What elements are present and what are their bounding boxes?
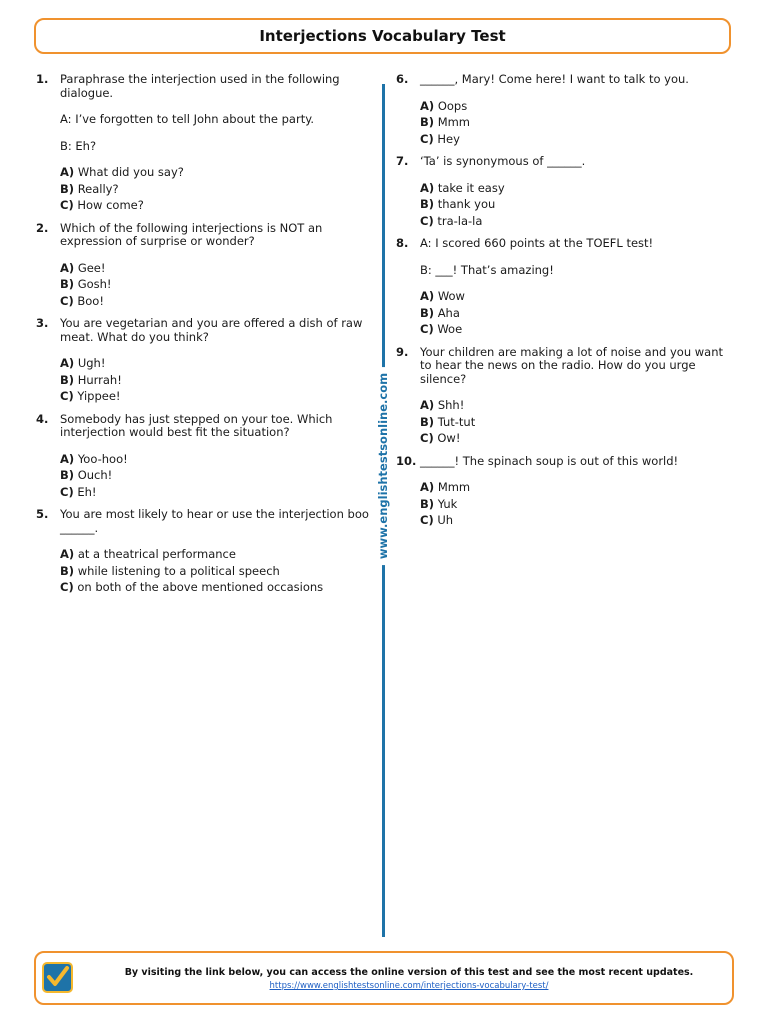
question-body (60, 508, 371, 598)
site-watermark: www.englishtestsonline.com (376, 367, 390, 565)
option-letter: C) (60, 484, 74, 499)
option-letter: A) (420, 398, 435, 412)
answer-option[interactable] (60, 374, 371, 388)
page-title: Interjections Vocabulary Test (259, 27, 506, 45)
answer-option[interactable] (420, 100, 736, 114)
question-body (420, 155, 736, 231)
question (396, 455, 736, 531)
option-letter: C) (420, 513, 434, 527)
question-dialogue-line: B: Eh? (60, 138, 97, 153)
question-stem: ______, Mary! Come here! I want to talk to you. (420, 72, 689, 86)
footer-text: By visiting the link below, you can access the online version of this test and see the most recent updates. (124, 967, 694, 978)
question-number: 7. (396, 154, 409, 168)
question-number: 10. (396, 453, 417, 468)
question-number: 9. (396, 344, 409, 359)
question-dialogue-line: A: I’ve forgotten to tell John about the party. (60, 112, 315, 126)
option-text: thank you (437, 197, 496, 211)
questions-column-right (396, 73, 736, 537)
question-number: 8. (396, 236, 409, 250)
question-dialogue-line: B: ___! That’s amazing! (420, 262, 554, 277)
questions-column-left (36, 73, 371, 604)
question-number: 5. (36, 507, 49, 521)
answer-option[interactable] (60, 548, 371, 562)
question-stem: Which of the following interjections is NOT an expression of surprise or wonder? (60, 220, 323, 248)
option-letter: C) (60, 198, 74, 212)
answer-option[interactable] (60, 166, 371, 180)
option-text: Shh! (437, 398, 465, 412)
answer-option[interactable] (60, 183, 371, 197)
option-text: What did you say? (77, 165, 184, 179)
answer-option[interactable] (60, 581, 371, 595)
option-letter: B) (60, 181, 75, 196)
answer-option[interactable] (420, 432, 736, 446)
question (36, 508, 371, 598)
answer-option[interactable] (60, 357, 371, 371)
answer-option[interactable] (420, 514, 736, 528)
option-letter: A) (420, 180, 435, 195)
option-text: Boo! (77, 293, 104, 308)
option-letter: A) (60, 165, 75, 179)
answer-option[interactable] (420, 215, 736, 229)
question-body (420, 73, 736, 149)
option-letter: B) (420, 305, 435, 320)
question (396, 73, 736, 149)
option-letter: C) (60, 389, 74, 403)
option-text: Gosh! (77, 277, 112, 291)
question (36, 222, 371, 312)
option-text: Eh! (77, 484, 97, 499)
option-text: Gee! (77, 260, 106, 275)
option-letter: B) (420, 414, 435, 429)
option-letter: B) (420, 115, 435, 129)
question-stem: Your children are making a lot of noise and you want to hear the news on the radio. How do you urge silence? (420, 344, 724, 386)
question (396, 155, 736, 231)
answer-option[interactable] (60, 199, 371, 213)
question-body (60, 222, 371, 312)
option-text: Hey (437, 131, 460, 146)
option-text: Uh (437, 513, 454, 527)
option-letter: B) (60, 277, 75, 291)
answer-option[interactable] (420, 307, 736, 321)
answer-option[interactable] (420, 116, 736, 130)
option-letter: C) (420, 322, 434, 336)
option-letter: C) (420, 131, 434, 146)
answer-option[interactable] (420, 481, 736, 495)
option-text: Ouch! (77, 468, 113, 482)
option-letter: C) (60, 580, 74, 594)
option-letter: B) (60, 563, 75, 578)
option-letter: A) (60, 451, 75, 466)
title-box (34, 18, 731, 54)
option-text: Really? (77, 181, 119, 196)
option-letter: A) (60, 547, 75, 561)
question-stem: Somebody has just stepped on your toe. Which interjection would best fit the situation? (60, 411, 333, 439)
option-text: Yuk (437, 496, 458, 511)
option-text: Hurrah! (77, 372, 122, 387)
option-letter: A) (60, 356, 75, 370)
answer-option[interactable] (60, 469, 371, 483)
option-letter: B) (420, 197, 435, 211)
option-letter: C) (60, 293, 74, 308)
question-number: 1. (36, 72, 49, 86)
option-text: Aha (437, 305, 460, 320)
answer-option[interactable] (420, 290, 736, 304)
option-letter: B) (60, 468, 75, 482)
answer-option[interactable] (60, 390, 371, 404)
answer-option[interactable] (60, 565, 371, 579)
question-stem: You are vegetarian and you are offered a dish of raw meat. What do you think? (60, 316, 363, 344)
answer-option[interactable] (60, 486, 371, 500)
option-letter: A) (420, 480, 435, 494)
option-letter: B) (60, 372, 75, 387)
question-body (60, 73, 371, 216)
answer-option[interactable] (420, 498, 736, 512)
footer-link[interactable]: https://www.englishtestsonline.com/interjections-vocabulary-test/ (269, 981, 549, 991)
answer-option[interactable] (60, 278, 371, 292)
answer-option[interactable] (420, 182, 736, 196)
option-text: Mmm (437, 480, 471, 494)
option-letter: B) (420, 496, 435, 511)
question-body (420, 455, 736, 531)
question-body (60, 413, 371, 503)
question-body (420, 346, 736, 449)
question (36, 317, 371, 407)
option-text: Yippee! (77, 389, 121, 403)
question-stem: ______! The spinach soup is out of this world! (420, 453, 679, 468)
footer-box (34, 951, 734, 1005)
question (396, 346, 736, 449)
question (396, 237, 736, 340)
answer-option[interactable] (420, 399, 736, 413)
option-letter: A) (420, 289, 435, 303)
question-stem: Paraphrase the interjection used in the following dialogue. (60, 72, 340, 100)
option-letter: C) (420, 213, 434, 228)
option-text: take it easy (437, 180, 505, 195)
checkbox-icon (42, 962, 73, 993)
question-number: 2. (36, 220, 49, 235)
question-body (420, 237, 736, 340)
answer-option[interactable] (420, 416, 736, 430)
option-letter: A) (420, 98, 435, 113)
answer-option[interactable] (60, 295, 371, 309)
answer-option[interactable] (420, 323, 736, 337)
option-letter: A) (60, 260, 75, 275)
question-number: 3. (36, 316, 49, 330)
question-stem: ‘Ta’ is synonymous of ______. (420, 154, 586, 168)
question (36, 413, 371, 503)
option-text: Wow (437, 289, 465, 303)
option-text: Yoo-hoo! (77, 451, 128, 466)
option-letter: C) (420, 431, 434, 445)
option-text: Ugh! (77, 356, 106, 370)
option-text: Ow! (437, 431, 461, 445)
option-text: How come? (77, 198, 144, 212)
answer-option[interactable] (60, 262, 371, 276)
answer-option[interactable] (420, 133, 736, 147)
option-text: Mmm (437, 115, 471, 129)
option-text: Tut-tut (437, 414, 476, 429)
answer-option[interactable] (420, 198, 736, 212)
answer-option[interactable] (60, 453, 371, 467)
option-text: while listening to a political speech (77, 563, 280, 578)
question-body (60, 317, 371, 407)
option-text: Oops (437, 98, 468, 113)
question-stem: You are most likely to hear or use the interjection boo ______. (60, 507, 369, 535)
question (36, 73, 371, 216)
option-text: on both of the above mentioned occasions (77, 580, 324, 594)
option-text: at a theatrical performance (77, 547, 236, 561)
question-number: 6. (396, 72, 409, 86)
option-text: Woe (437, 322, 463, 336)
question-number: 4. (36, 411, 49, 426)
question-stem: A: I scored 660 points at the TOEFL test! (420, 236, 654, 250)
option-text: tra-la-la (437, 213, 483, 228)
